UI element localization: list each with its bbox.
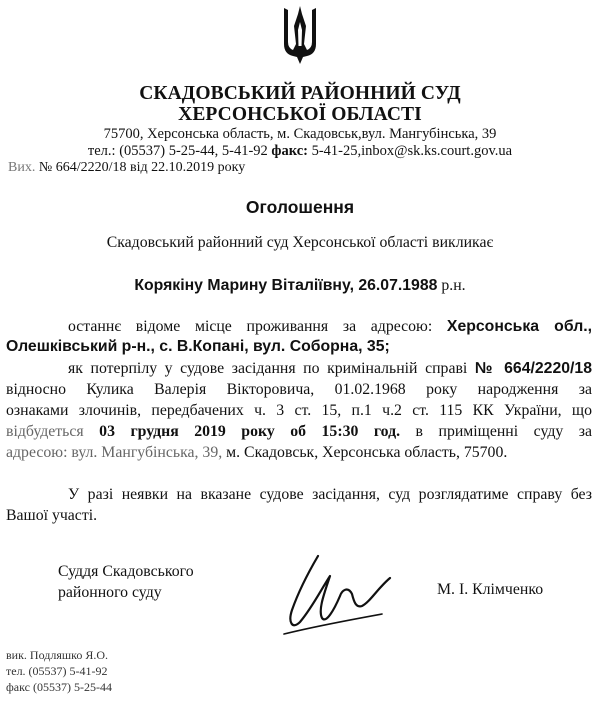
court-contacts (0, 143, 600, 160)
phone-numbers: (05537) 5-25-44, 5-41-92 (119, 143, 268, 159)
footer-executor: вик. Подляшко Я.О. (6, 648, 108, 662)
footer-fax: факс (05537) 5-25-44 (6, 680, 112, 694)
court-name-line1: СКАДОВСЬКИЙ РАЙОННИЙ СУД (139, 83, 461, 104)
intro-text: Скадовський районний суд Херсонської області викликає (106, 234, 494, 251)
handwritten-signature (278, 548, 398, 638)
case-line-2: відносно Кулика Валерія Вікторовича, 01.02.1968 року народження за (6, 381, 592, 398)
warning-line-2: Вашої участі. (6, 507, 98, 524)
judge-title-line1: Суддя Скадовського (58, 563, 194, 580)
judge-name: М. І. Клімченко (437, 581, 544, 598)
fax-label: факс: (271, 143, 308, 159)
warning-line-1: У разі неявки на вказане судове засідання, суд розглядатиме справу без (68, 486, 592, 503)
case-line-1: як потерпілу у судове засідання по кримінальній справі № 664/2220/18 (68, 360, 592, 377)
case-line-4: відбудеться 03 грудня 2019 року об 15:30 год. в приміщенні суду за (6, 423, 593, 440)
phone-label: тел.: (87, 143, 116, 159)
person-name: Корякіну Марину Віталіївну, 26.07.1988 (134, 277, 438, 294)
trident-emblem-icon (281, 4, 319, 66)
case-line-3: ознаками злочинів, передбачених ч. 3 ст. 15, п.1 ч.2 ст. 115 КК України, що (6, 402, 592, 419)
fax-email: 5-41-25,inbox@sk.ks.court.gov.ua (311, 143, 513, 159)
outgoing-date: від 22.10.2019 року (129, 160, 246, 175)
footer-phone: тел. (05537) 5-41-92 (6, 664, 108, 678)
summoned-person (0, 277, 600, 295)
document-title: Оголошення (245, 197, 355, 217)
outgoing-number: № 664/2220/18 (38, 160, 127, 175)
case-line-5: адресою: вул. Мангубінська, 39, м. Скадовськ, Херсонська область, 75700. (6, 444, 508, 461)
court-address: 75700, Херсонська область, м. Скадовськ,вул. Мангубінська, 39 (103, 126, 497, 142)
court-name-line2: ХЕРСОНСЬКОЇ ОБЛАСТІ (178, 104, 422, 125)
outgoing-reference (8, 160, 245, 176)
address-line-2: Олешківський р-н., с. В.Копані, вул. Соборна, 35; (6, 338, 390, 355)
outgoing-prefix: Вих. (8, 160, 36, 175)
address-line-1: останнє відоме місце проживання за адресою: Херсонська обл., (68, 318, 593, 335)
person-suffix: р.н. (441, 277, 466, 294)
judge-title-line2: районного суду (58, 584, 162, 601)
